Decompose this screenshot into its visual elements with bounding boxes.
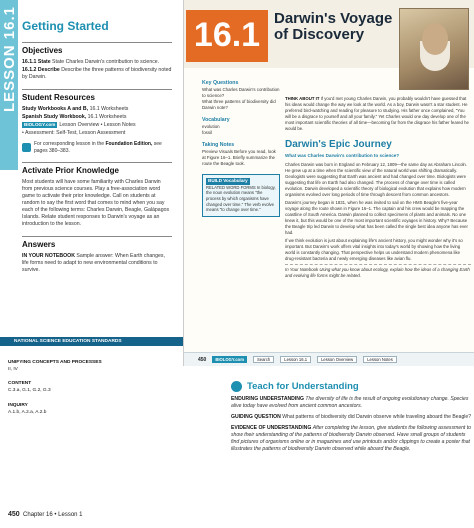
standards-value: C.3.a, G.1, G.2, G.3 — [8, 388, 51, 394]
lesson-title: Darwin's Voyage of Discovery — [274, 10, 393, 43]
evidence-of-understanding: EVIDENCE OF UNDERSTANDING After completing the lesson, give students the following assessment to show their understanding of the patterns of biodiversity Darwin observed. Have small groups of students find pictures of organisms online or in magazines and use printouts and/or clippings to create a poster that illustrates the patterns of biodiversity Darwin observed while aboard the Beagle. — [231, 425, 471, 453]
vocab-term: evolution — [202, 123, 220, 129]
build-vocabulary-box — [202, 174, 280, 217]
objectives-heading: Objectives — [22, 42, 172, 57]
resource-item: • Assessment: Self-Test, Lesson Assessment — [22, 129, 126, 136]
body-paragraph: Darwin's journey began in 1831, when he was invited to sail on the HMS Beagle's five-year voyage along the route shown in Figure 16–1. The captain and his crew would be mapping the coastline of South America. Darwin planned to collect specimens of plants and animals. No one knew it, but this would be one of the most important scientific voyages in history. Why? Because the Beagle trip led Darwin to develop what has been called the single best idea anyone has ever had. — [285, 199, 468, 235]
standards-heading: INQUIRY — [8, 402, 28, 408]
resource-item: Study Workbooks A and B, 16.1 Worksheets — [22, 105, 129, 112]
teach-header — [231, 380, 474, 393]
left-teacher-column — [22, 4, 172, 275]
objective-1: 16.1.1 State State Charles Darwin's contribution to science. — [22, 58, 160, 65]
build-vocabulary-heading: BUILD Vocabulary — [208, 178, 248, 184]
vocabulary-heading: Vocabulary — [202, 116, 230, 123]
lesson-body — [285, 94, 471, 281]
lesson-overview-link[interactable]: Lesson Overview — [317, 356, 357, 363]
enduring-understanding: ENDURING UNDERSTANDING The diversity of life is the result of ongoing evolutionary change. Species alive today have evolved from ancient common ancestors. — [231, 396, 469, 410]
taking-notes-heading: Taking Notes — [202, 141, 235, 148]
vocab-term: fossil — [202, 129, 213, 135]
page-footer — [8, 511, 83, 518]
lesson-side-tab — [0, 0, 18, 170]
standards-value: A.1.b, A.2.a, A.2.b — [8, 409, 47, 415]
lesson-sidebar — [202, 74, 280, 217]
answers-heading: Answers — [22, 236, 172, 251]
body-paragraph: Charles Darwin was born in England on February 12, 1809—the same day as Abraham Lincoln. He grew up at a time when the scientific view of the natural world was shifting dramatically. Geologists were suggesting that Earth was ancient and had changed over time. Biologists were suggesting that life on Earth had also changed. The process of change over time is called evolution. Darwin developed a scientific theory of biological evolution that explains how modern organisms evolved over long periods of time through descent from common ancestors. — [285, 161, 468, 197]
chapter-label: Chapter 16 • Lesson 1 — [23, 512, 83, 518]
think-about-it: THINK ABOUT IT If you'd met young Charles Darwin, you probably wouldn't have guessed that his ideas would change the way we look at the world. As a boy, Darwin wasn't a star student. He preferred bird-watching and reading for pleasure to studying. His father once complained, "You will be a disgrace to yourself and all your family." Yet Charles would one day develop one of the most important scientific theories of all time—becoming far from the disgrace his father feared he would be. — [285, 96, 469, 132]
getting-started-heading: Getting Started — [22, 19, 109, 33]
darwin-portrait — [399, 8, 469, 90]
taking-notes-text: Preview Visuals Before you read, look at Figure 16–1. Briefly summarize the route the Beagle took. — [202, 148, 276, 166]
teach-heading: Teach for Understanding — [247, 381, 359, 392]
book-page-number: 450 — [198, 356, 207, 363]
lesson-number-box: 16.1 — [186, 10, 268, 62]
guiding-question: GUIDING QUESTION What patterns of biodiversity did Darwin observe while traveling aboard the Beagle? — [231, 414, 472, 421]
key-question: What was Charles Darwin's contribution to science? — [202, 87, 280, 98]
section-key-question: What was Charles Darwin's contribution to science? — [285, 153, 400, 159]
prior-knowledge-text: Most students will have some familiarity with Charles Darwin from previous science courses. Play a free-association word game to activate their prior knowledge. Call on students at random to say the first word that comes to mind when you say each of the following terms: Charles Darwin, Beagle, Galápagos Islands. Relate student responses to Darwin's voyage as an introduction to the lesson. — [22, 179, 170, 228]
answers-text: IN YOUR NOTEBOOK Sample answer: When Earth changes, life forms need to adapt to new environmental conditions to survive. — [22, 253, 165, 274]
resource-item: Spanish Study Workbook, 16.1 Worksheets — [22, 113, 127, 120]
key-questions-heading: Key Questions — [202, 80, 239, 86]
resource-item[interactable]: BIOLOGY.com Lesson Overview • Lesson Notes — [24, 121, 136, 128]
book-footer — [184, 352, 474, 366]
body-paragraph: If we think evolution is just about explaining life's ancient history, you might wonder why it's so important. But Darwin's work offers vital insights into today's world by showing how the living world is constantly changing. That perspective helps us understand modern phenomena like drug-resistant bacteria and newly emerging diseases like avian flu. — [285, 237, 463, 261]
gear-icon — [231, 381, 242, 392]
standards-heading: UNIFYING CONCEPTS AND PROCESSES — [8, 360, 102, 365]
standards-value: II, IV — [8, 366, 18, 372]
standards-bar: NATIONAL SCIENCE EDUCATION STANDARDS — [0, 337, 183, 346]
objective-2: 16.1.2 Describe Describe the three patterns of biodiversity noted by Darwin. — [22, 67, 172, 81]
lesson-tab-label: LESSON 16.1 — [1, 6, 18, 113]
standards-list — [8, 352, 173, 416]
search-button[interactable]: Search — [253, 356, 274, 363]
foundation-edition-note: For corresponding lesson in the Foundation Edition, see pages 380–383. — [22, 141, 172, 155]
section-heading: Darwin's Epic Journey — [285, 139, 392, 151]
student-resources-heading: Student Resources — [22, 89, 172, 104]
build-vocabulary-text: RELATED WORD FORMS In biology, the noun evolution means "the process by which organisms have changed over time." The verb evolve means "to change over time." — [206, 184, 276, 213]
book-icon — [22, 143, 31, 152]
biology-com-badge: BIOLOGY.com — [24, 121, 56, 127]
page-number: 450 — [8, 511, 20, 518]
teach-for-understanding — [231, 380, 474, 457]
standards-heading: CONTENT — [8, 381, 32, 387]
lesson-notes-link[interactable]: Lesson Notes — [363, 356, 397, 363]
key-question: What three patterns of biodiversity did Darwin note? — [202, 98, 276, 110]
biology-com-link[interactable]: BIOLOGY.com — [212, 356, 247, 363]
lesson-link[interactable]: Lesson 16.1 — [280, 356, 311, 363]
prior-knowledge-heading: Activate Prior Knowledge — [22, 162, 172, 177]
student-page-thumbnail — [183, 0, 474, 366]
in-your-notebook: In Your Notebook Using what you know about ecology, explain how the ideas of a changing Earth and evolving life forms might be related. — [285, 264, 471, 279]
